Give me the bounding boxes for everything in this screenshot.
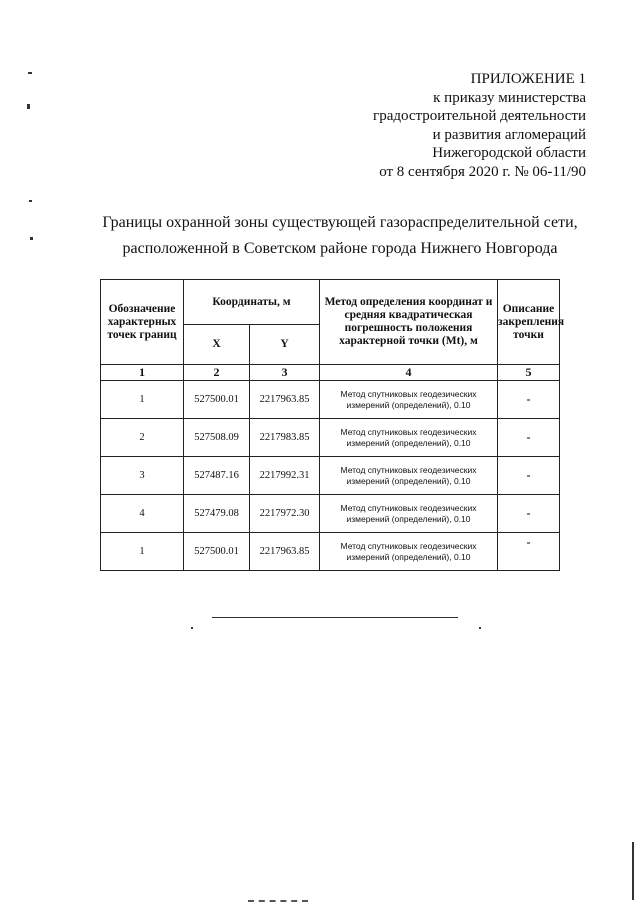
appendix-header xyxy=(373,70,586,181)
appendix-line-ministry: градостроительной деятельности xyxy=(373,108,586,124)
description-dash: - xyxy=(498,495,560,533)
x-coordinate: 527479.08 xyxy=(184,495,250,533)
method-text: Метод спутниковых геодезических измерений (определений), 0.10 xyxy=(320,495,498,533)
document-title-line-1: Границы охранной зоны существующей газораспределительной сети, xyxy=(102,214,578,231)
x-coordinate: 527500.01 xyxy=(184,533,250,571)
appendix-line-order: к приказу министерства xyxy=(433,89,586,106)
y-coordinate: 2217963.85 xyxy=(250,533,320,571)
signature-line xyxy=(212,617,458,618)
appendix-line-date: от 8 сентября 2020 г. № 06-11/90 xyxy=(379,163,586,180)
x-coordinate: 527500.01 xyxy=(184,381,250,419)
header-point-designation: Обозначение характерных точек границ xyxy=(101,280,184,365)
method-text: Метод спутниковых геодезических измерений (определений), 0.10 xyxy=(320,457,498,495)
appendix-line-agglomeration: и развития агломераций xyxy=(432,126,586,143)
x-coordinate: 527487.16 xyxy=(184,457,250,495)
method-text: Метод спутниковых геодезических измерений (определений), 0.10 xyxy=(320,419,498,457)
header-method: Метод определения координат и средняя квадратическая погрешность положения характерной точки (Mt), м xyxy=(320,280,498,365)
table-row xyxy=(101,495,560,533)
y-coordinate: 2217992.31 xyxy=(250,457,320,495)
scan-speck xyxy=(27,104,30,109)
appendix-line-region: Нижегородской области xyxy=(432,145,586,161)
method-text: Метод спутниковых геодезических измерений (определений), 0.10 xyxy=(320,381,498,419)
x-coordinate: 527508.09 xyxy=(184,419,250,457)
point-label: 3 xyxy=(101,457,184,495)
header-y: Y xyxy=(250,325,320,365)
column-number-3: 3 xyxy=(250,365,320,381)
point-label: 1 xyxy=(101,533,184,571)
document-title-line-2: расположенной в Советском районе города Нижнего Новгорода xyxy=(122,240,558,257)
table-row xyxy=(101,381,560,419)
appendix-title: ПРИЛОЖЕНИЕ 1 xyxy=(470,71,586,87)
scan-edge-mark xyxy=(632,842,634,900)
document-title xyxy=(0,210,640,262)
y-coordinate: 2217963.85 xyxy=(250,381,320,419)
table-row xyxy=(101,533,560,571)
scan-speck xyxy=(479,627,481,629)
table-row xyxy=(101,457,560,495)
scan-bottom-mark xyxy=(248,900,308,902)
scan-speck xyxy=(30,237,33,240)
header-description: Описание закрепления точки xyxy=(498,280,560,365)
description-dash: - xyxy=(498,381,560,419)
method-text: Метод спутниковых геодезических измерений (определений), 0.10 xyxy=(320,533,498,571)
description-dash: - xyxy=(498,457,560,495)
scan-speck xyxy=(191,627,193,629)
column-number-2: 2 xyxy=(184,365,250,381)
point-label: 2 xyxy=(101,419,184,457)
table-row xyxy=(101,419,560,457)
y-coordinate: 2217972.30 xyxy=(250,495,320,533)
description-dash: - xyxy=(498,419,560,457)
point-label: 4 xyxy=(101,495,184,533)
point-label: 1 xyxy=(101,381,184,419)
scan-speck xyxy=(29,200,32,202)
description-dash: - xyxy=(498,533,560,571)
header-x: X xyxy=(184,325,250,365)
y-coordinate: 2217983.85 xyxy=(250,419,320,457)
column-number-5: 5 xyxy=(498,365,560,381)
column-number-1: 1 xyxy=(101,365,184,381)
scan-speck xyxy=(28,72,32,74)
boundary-points-table xyxy=(100,279,565,571)
header-coordinates: Координаты, м xyxy=(184,280,320,325)
column-number-4: 4 xyxy=(320,365,498,381)
